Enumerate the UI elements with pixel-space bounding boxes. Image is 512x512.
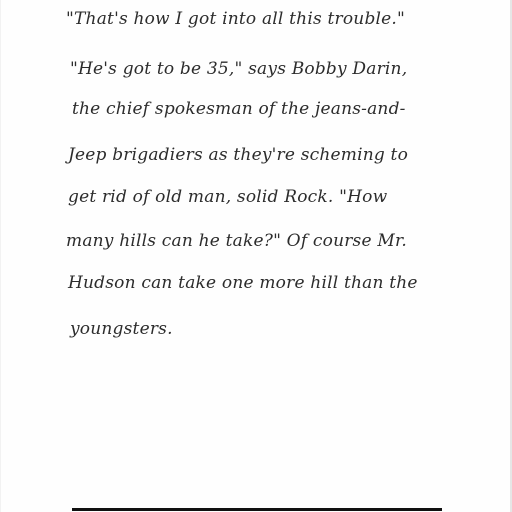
page-left-edge [0,0,1,512]
text-line-7: Hudson can take one more hill than the [68,273,418,293]
text-line-2: "He's got to be 35," says Bobby Darin, [70,59,408,79]
text-line-8: youngsters. [70,319,173,339]
bottom-divider-line [72,508,442,511]
text-line-3: the chief spokesman of the jeans-and- [72,99,406,119]
text-line-4: Jeep brigadiers as they're scheming to [68,145,409,165]
text-line-5: get rid of old man, solid Rock. "How [68,187,388,207]
text-line-6: many hills can he take?" Of course Mr. [66,231,408,251]
text-line-1: "That's how I got into all this trouble." [66,9,406,29]
